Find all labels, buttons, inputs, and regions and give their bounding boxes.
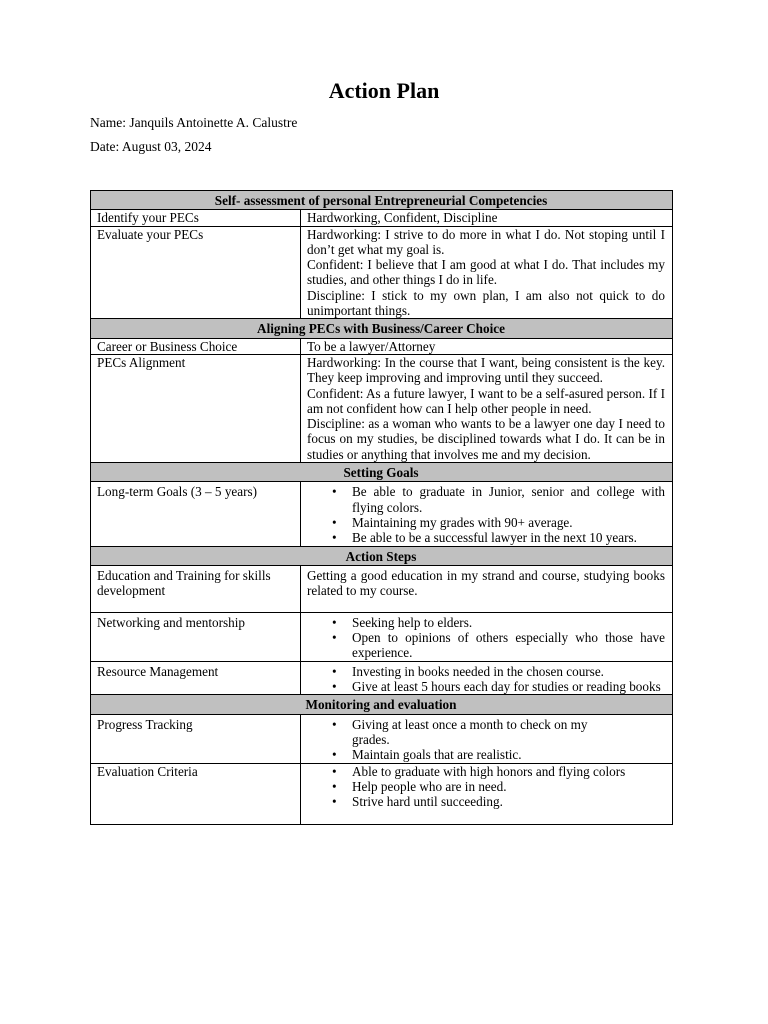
alignment-confident: Confident: As a future lawyer, I want to be a self-asured person. If I am not confident how can I help other people in need. xyxy=(307,385,665,416)
list-item: • Be able to graduate in Junior, senior and college with flying colors. xyxy=(352,484,665,515)
alignment-hardworking: Hardworking: In the course that I want, being consistent is the key. They keep improving and improving until they succeed. xyxy=(307,354,665,386)
row-label-progress-tracking: Progress Tracking xyxy=(91,714,301,763)
alignment-discipline: Discipline: as a woman who wants to be a lawyer one day I need to focus on my studies, be disciplined towards what I do. It can be in studies or anything that involves me and my decision. xyxy=(307,416,665,462)
section-header-row xyxy=(91,319,673,338)
table-row xyxy=(91,565,673,612)
document-date: Date: August 03, 2024 xyxy=(90,139,212,154)
section-header-setting-goals: Setting Goals xyxy=(91,463,673,482)
list-item: • Investing in books needed in the chosen course. xyxy=(352,664,665,679)
table-row xyxy=(91,354,673,462)
list-item: • Seeking help to elders. xyxy=(352,615,665,630)
networking-list xyxy=(307,615,665,661)
row-value-evaluate-pecs xyxy=(301,226,673,319)
row-label-evaluation-criteria: Evaluation Criteria xyxy=(91,763,301,824)
evaluate-confident: Confident: I believe that I am good at what I do. That includes my studies, and other things I do in life. xyxy=(307,257,665,288)
list-item: • Maintaining my grades with 90+ average. xyxy=(352,515,665,530)
row-label-networking: Networking and mentorship xyxy=(91,612,301,661)
section-header-monitoring: Monitoring and evaluation xyxy=(91,695,673,714)
table-row xyxy=(91,661,673,695)
list-item: • Strive hard until succeeding. xyxy=(352,794,665,809)
resource-list xyxy=(307,664,665,695)
row-value-long-term-goals xyxy=(301,482,673,546)
row-label-long-term-goals: Long-term Goals (3 – 5 years) xyxy=(91,482,301,546)
table-row xyxy=(91,338,673,354)
list-item: • Giving at least once a month to check on my grades. xyxy=(352,717,625,748)
list-item: • Maintain goals that are realistic. xyxy=(352,747,625,762)
section-header-row xyxy=(91,695,673,714)
list-item: • Give at least 5 hours each day for studies or reading books xyxy=(352,679,665,694)
table-row xyxy=(91,612,673,661)
criteria-list xyxy=(307,764,665,810)
row-value-resource-management xyxy=(301,661,673,695)
section-header-row xyxy=(91,463,673,482)
row-value-pecs-alignment xyxy=(301,354,673,462)
long-term-goals-list xyxy=(307,484,665,545)
section-header-aligning: Aligning PECs with Business/Career Choice xyxy=(91,319,673,338)
row-value-progress-tracking xyxy=(301,714,673,763)
row-label-education-training: Education and Training for skills development xyxy=(91,565,301,612)
list-item: • Open to opinions of others especially who those have experience. xyxy=(352,630,665,661)
row-value-career-choice: To be a lawyer/Attorney xyxy=(301,338,673,354)
table-row xyxy=(91,210,673,226)
section-header-row xyxy=(91,546,673,565)
page-title: Action Plan xyxy=(328,78,440,103)
table-row xyxy=(91,714,673,763)
progress-list xyxy=(307,717,665,763)
row-label-identify-pecs: Identify your PECs xyxy=(91,210,301,226)
row-value-identify-pecs: Hardworking, Confident, Discipline xyxy=(301,210,673,226)
table-row xyxy=(91,763,673,824)
row-label-resource-management: Resource Management xyxy=(91,661,301,695)
list-item: • Able to graduate with high honors and flying colors xyxy=(352,764,665,779)
evaluate-hardworking: Hardworking: I strive to do more in what I do. Not stoping until I don’t get what my goal is. xyxy=(307,226,665,257)
row-value-networking xyxy=(301,612,673,661)
row-label-pecs-alignment: PECs Alignment xyxy=(91,354,301,462)
table-row xyxy=(91,482,673,546)
section-header-action-steps: Action Steps xyxy=(91,546,673,565)
row-value-education-training: Getting a good education in my strand and course, studying books related to my course. xyxy=(301,565,673,612)
list-item: • Be able to be a successful lawyer in the next 10 years. xyxy=(352,530,665,545)
list-item: • Help people who are in need. xyxy=(352,779,665,794)
row-label-evaluate-pecs: Evaluate your PECs xyxy=(91,226,301,319)
action-plan-table xyxy=(90,190,673,825)
evaluate-discipline: Discipline: I stick to my own plan, I am also not quick to do unimportant things. xyxy=(307,287,665,319)
section-header-self-assessment: Self- assessment of personal Entrepreneurial Competencies xyxy=(91,191,673,210)
row-label-career-choice: Career or Business Choice xyxy=(91,338,301,354)
row-value-evaluation-criteria xyxy=(301,763,673,824)
section-header-row xyxy=(91,191,673,210)
student-name: Name: Janquils Antoinette A. Calustre xyxy=(90,115,298,130)
table-row xyxy=(91,226,673,319)
